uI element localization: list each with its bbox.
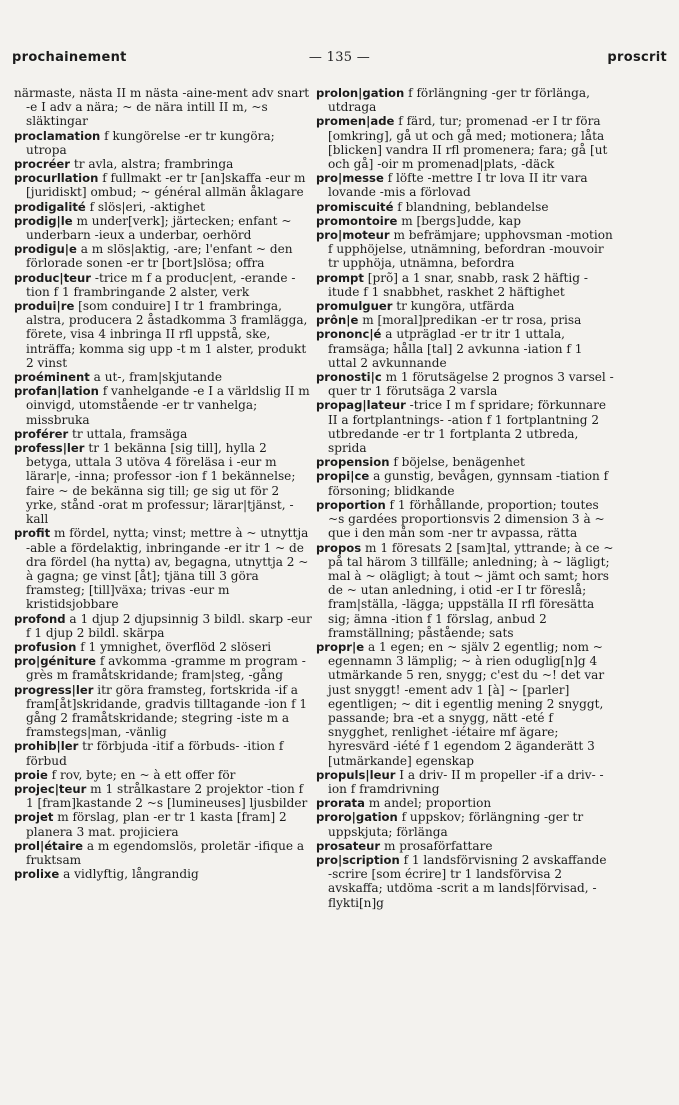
left-column [14,86,312,881]
dictionary-entry: promontoire m [bergs]udde, kap [316,213,521,228]
header-last-entry: proscrit [607,50,667,65]
dictionary-entry: prosateur m prosaförfattare [316,838,493,853]
dictionary-entry: procurllation f fullmakt -er tr [an]skaffa -eur m [juridiskt] ombud; ~ général allmän åklagare [14,171,306,200]
dictionary-entry: prohib|ler tr förbjuda -itif a förbuds- -ition f förbud [14,739,284,768]
dictionary-entry: prolixe a vidlyftig, långrandig [14,867,199,882]
dictionary-entry: proéminent a ut-, fram|skjutande [14,370,222,385]
dictionary-entry: produc|teur -trice m f a produc|ent, -erande -tion f 1 frambringande 2 alster, verk [14,270,296,299]
dictionary-entry: prodigu|e a m slös|aktig, -are; l'enfant ~ den förlorade sonen -er tr [bort]slösa; offra [14,242,293,271]
dictionary-entry: propos m 1 föresats 2 [sam]tal, yttrande; à ce ~ på tal härom 3 tillfälle; anledning; à ~ lägligt; mal à ~ olägligt; à tout ~ jämt och samt; hors de ~ utan anledning, i otid -er I tr föreslå; fram|ställa, -lägga; uppställa II rfl föresätta sig; ämna -ition f 1 förslag, anbud 2 framställning; påstående; sats [316,540,614,640]
dictionary-entry: prorata m andel; proportion [316,796,492,811]
dictionary-entry: profond a 1 djup 2 djupsinnig 3 bildl. skarp -eur f 1 djup 2 bildl. skärpa [14,611,312,640]
dictionary-entry: prodig|le m under[verk]; järtecken; enfant ~ underbarn -ieux a underbar, oerhörd [14,213,292,243]
dictionary-entry: propension f böjelse, benägenhet [316,455,525,470]
dictionary-entry: proférer tr uttala, framsäga [14,426,188,441]
dictionary-entry: promiscuité f blandning, beblandelse [316,199,549,214]
dictionary-entry: projec|teur m 1 strålkastare 2 projektor -tion f 1 [fram]kastande 2 ~s [lumineuses] ljusbilder [14,781,308,811]
dictionary-entry: propr|e a 1 egen; en ~ själv 2 egentlig; nom ~ egennamn 3 lämplig; ~ à rien oduglig[n]g 4 utmärkande 5 ren, snygg; c'est du ~! det var just snyggt! -ement adv 1 [à] ~ [parler] egentligen; ~ dit i egentlig mening 2 snyggt, passande; bra -et a snygg, nätt -eté f snygghet, renlighet -iétaire mf ägare; hyresvärd -iété f 1 egendom 2 äganderätt 3 [utmärkande] egenskap [316,639,605,768]
dictionary-entry: pronosti|c m 1 förutsägelse 2 prognos 3 varsel -quer tr 1 förutsäga 2 varsla [316,370,614,399]
dictionary-entry: proie f rov, byte; en ~ à ett offer för [14,767,236,782]
dictionary-entry: profusion f 1 ymnighet, överflöd 2 slöseri [14,639,272,654]
dictionary-entry: närmaste, nästa II m nästa -aine-ment adv snart -e I adv a nära; ~ de nära intill II m, ~s släktingar [14,86,310,129]
dictionary-entry: prompt [prõ] a 1 snar, snabb, rask 2 häftig -itude f 1 snabbhet, raskhet 2 häftighet [316,270,588,299]
dictionary-entry: prol|étaire a m egendomslös, proletär -ifique a fruktsam [14,838,305,867]
dictionary-entry: proclamation f kungörelse -er tr kungöra; utropa [14,128,275,157]
dictionary-entry: procréer tr avla, alstra; frambringa [14,157,234,172]
dictionary-entry: profan|lation f vanhelgande -e I a världslig II m oinvigd, utomstående -er tr vanhelga; missbruka [14,384,310,427]
dictionary-entry: progress|ler itr göra framsteg, fortskrida -if a fram[åt]skridande, gradvis tilltagande -ion f 1 gång 2 framåtskridande; stegring -iste m a framstegs|man, -vänlig [14,682,308,740]
dictionary-entry: propi|ce a gunstig, bevågen, gynnsam -tiation f försoning; blidkande [316,469,609,498]
header-first-entry: prochainement [12,50,127,65]
right-column [316,86,614,910]
dictionary-entry: pro|scription f 1 landsförvisning 2 avskaffande -scrire [som écrire] tr 1 landsförvisa 2 avskaffa; utdöma -scrit a m lands|förvisad, -flykti[n]g [316,852,607,910]
page-number: — 135 — [308,50,371,65]
dictionary-entry: prôn|e m [moral]predikan -er tr rosa, prisa [316,313,582,328]
dictionary-entry: prodigalité f slös|eri, -aktighet [14,199,205,214]
dictionary-entry: produi|re [som conduire] I tr 1 frambringa, alstra, producera 2 åstadkomma 3 framlägga, förete, visa 4 inbringa II rfl uppstå, ske, inträffa; komma sig upp -t m 1 alster, produkt 2 vinst [14,299,308,370]
dictionary-entry: prononc|é a utpräglad -er tr itr 1 uttala, framsäga; hålla [tal] 2 avkunna -iation f 1 uttal 2 avkunnande [316,327,583,370]
dictionary-entry: projet m förslag, plan -er tr 1 kasta [fram] 2 planera 3 mat. projiciera [14,810,287,839]
page-header [12,50,667,74]
dictionary-entry: proportion f 1 förhållande, proportion; toutes ~s gardées proportionsvis 2 dimension 3 à ~ que i den mån som -ner tr avpassa, rätta [316,497,605,541]
dictionary-entry: pro|moteur m befrämjare; upphovsman -motion f upphöjelse, utnämning, befordran -mouvoir tr upphöja, utnämna, befordra [316,228,613,271]
dictionary-entry: proro|gation f uppskov; förlängning -ger tr uppskjuta; förlänga [316,810,584,839]
dictionary-entry: propuls|leur I a driv- II m propeller -if a driv- -ion f framdrivning [316,767,604,796]
dictionary-entry: pro|géniture f avkomma -gramme m program -grès m framåtskridande; fram|steg, -gång [14,654,306,683]
dictionary-entry: promulguer tr kungöra, utfärda [316,299,515,314]
dictionary-entry: propag|lateur -trice I m f spridare; förkunnare II a fortplantnings- -ation f 1 fortplantning 2 utbredande -er tr 1 fortplanta 2 utbreda, sprida [316,398,607,456]
dictionary-entry: pro|messe f löfte -mettre I tr lova II itr vara lovande -mis a förlovad [316,171,588,200]
dictionary-entry: prolon|gation f förlängning -ger tr förlänga, utdraga [316,86,590,115]
dictionary-entry: profess|ler tr 1 bekänna [sig till], hylla 2 betyga, uttala 3 utöva 4 föreläsa i -eur m lärar|e, -inna; professor -ion f 1 bekännelse; faire ~ de bekänna sig till; ge sig ut för 2 yrke, stånd -orat m professur; lärar|tjänst, -kall [14,441,296,527]
dictionary-entry: profit m fördel, nytta; vinst; mettre à ~ utnyttja -able a fördelaktig, inbringande -er itr 1 ~ de dra fördel (ha nytta) av, begagna, utnyttja 2 ~ à gagna; ge vinst [åt]; tjäna till 3 göra framsteg; [till]växa; trivas -eur m kristidsjobbare [14,526,309,612]
dictionary-entry: promen|ade f färd, tur; promenad -er I tr föra [omkring], gå ut och gå med; motionera; låta [blicken] vandra II rfl promenera; fara; gå [ut och gå] -oir m promenad|plats, -däck [316,114,608,172]
